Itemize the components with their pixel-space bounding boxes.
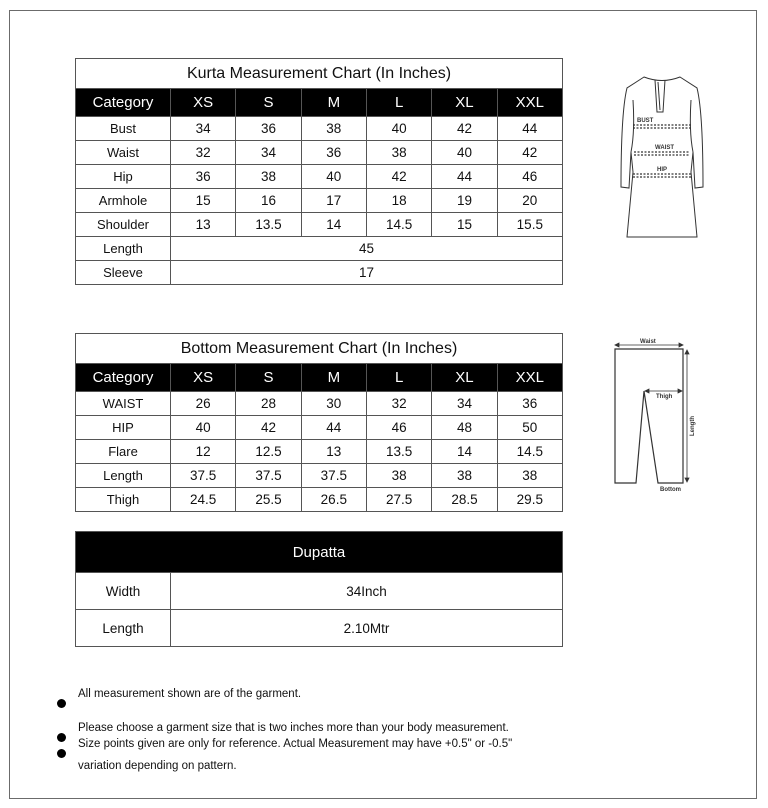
cell: 37.5	[236, 464, 301, 488]
svg-text:HIP: HIP	[657, 167, 668, 173]
cell: 20	[497, 189, 562, 213]
row-label: Waist	[76, 141, 171, 165]
cell: 12	[171, 440, 236, 464]
cell: 40	[432, 141, 497, 165]
cell: 37.5	[171, 464, 236, 488]
cell: 38	[301, 117, 366, 141]
table-row	[76, 189, 563, 213]
cell: 13	[171, 213, 236, 237]
table-row	[76, 117, 563, 141]
row-label: Flare	[76, 440, 171, 464]
header-size-xxl: XXL	[497, 364, 562, 392]
row-label: Length	[76, 237, 171, 261]
kurta-table-title: Kurta Measurement Chart (In Inches)	[76, 59, 563, 89]
header-size-xs: XS	[171, 364, 236, 392]
cell: 32	[171, 141, 236, 165]
cell: 44	[497, 117, 562, 141]
cell: 46	[497, 165, 562, 189]
table-row	[76, 213, 563, 237]
header-size-xs: XS	[171, 89, 236, 117]
cell: 12.5	[236, 440, 301, 464]
cell: 42	[366, 165, 431, 189]
cell: 40	[366, 117, 431, 141]
bottom-table-title: Bottom Measurement Chart (In Inches)	[76, 334, 563, 364]
cell: 26.5	[301, 488, 366, 512]
table-row	[76, 464, 563, 488]
cell: 26	[171, 392, 236, 416]
header-size-m: M	[301, 364, 366, 392]
cell: 27.5	[366, 488, 431, 512]
table-row	[76, 610, 563, 647]
cell: 15.5	[497, 213, 562, 237]
table-row	[76, 573, 563, 610]
note-text: All measurement shown are of the garment.	[78, 688, 302, 700]
cell: 24.5	[171, 488, 236, 512]
row-label: Sleeve	[76, 261, 171, 285]
cell: 38	[432, 464, 497, 488]
cell: 25.5	[236, 488, 301, 512]
cell: 15	[432, 213, 497, 237]
row-label: Armhole	[76, 189, 171, 213]
cell: 30	[301, 392, 366, 416]
cell: 38	[236, 165, 301, 189]
pants-diagram-icon	[608, 336, 698, 496]
header-size-l: L	[366, 364, 431, 392]
cell: 40	[301, 165, 366, 189]
merged-cell: 45	[171, 237, 563, 261]
cell: 36	[301, 141, 366, 165]
cell: 42	[497, 141, 562, 165]
cell: 13.5	[236, 213, 301, 237]
kurta-diagram-icon	[617, 72, 707, 242]
cell: 2.10Mtr	[171, 610, 563, 647]
cell: 34	[236, 141, 301, 165]
cell: 32	[366, 392, 431, 416]
svg-text:Thigh: Thigh	[656, 394, 673, 400]
cell: 44	[432, 165, 497, 189]
header-category: Category	[76, 364, 171, 392]
header-size-xl: XL	[432, 89, 497, 117]
table-row	[76, 261, 563, 285]
table-row	[76, 165, 563, 189]
cell: 14.5	[497, 440, 562, 464]
cell: 50	[497, 416, 562, 440]
cell: 14	[432, 440, 497, 464]
note-text: Please choose a garment size that is two inches more than your body measurement.	[78, 722, 509, 734]
bullet-icon	[57, 699, 66, 708]
bottom-measurement-table	[75, 333, 563, 512]
row-label: WAIST	[76, 392, 171, 416]
row-label: Length	[76, 464, 171, 488]
header-size-xl: XL	[432, 364, 497, 392]
row-label: Bust	[76, 117, 171, 141]
table-row	[76, 416, 563, 440]
row-label: Shoulder	[76, 213, 171, 237]
kurta-measurement-table	[75, 58, 563, 285]
row-label: Length	[76, 610, 171, 647]
cell: 38	[497, 464, 562, 488]
header-size-xxl: XXL	[497, 89, 562, 117]
header-size-l: L	[366, 89, 431, 117]
cell: 16	[236, 189, 301, 213]
cell: 37.5	[301, 464, 366, 488]
cell: 48	[432, 416, 497, 440]
cell: 46	[366, 416, 431, 440]
cell: 34Inch	[171, 573, 563, 610]
cell: 38	[366, 464, 431, 488]
cell: 36	[171, 165, 236, 189]
svg-text:BUST: BUST	[637, 118, 654, 124]
dupatta-measurement-table	[75, 531, 563, 647]
cell: 14	[301, 213, 366, 237]
cell: 42	[236, 416, 301, 440]
cell: 18	[366, 189, 431, 213]
svg-text:Waist: Waist	[640, 339, 656, 345]
table-row	[76, 488, 563, 512]
note-item	[52, 733, 552, 777]
cell: 36	[236, 117, 301, 141]
cell: 15	[171, 189, 236, 213]
row-label: HIP	[76, 416, 171, 440]
dupatta-table-title: Dupatta	[76, 532, 563, 573]
cell: 17	[301, 189, 366, 213]
cell: 29.5	[497, 488, 562, 512]
note-text: Size points given are only for reference. Actual Measurement may have +0.5" or -0.5" variation depending on pattern.	[78, 738, 513, 772]
cell: 13.5	[366, 440, 431, 464]
header-size-s: S	[236, 89, 301, 117]
table-row	[76, 237, 563, 261]
table-row	[76, 440, 563, 464]
header-size-m: M	[301, 89, 366, 117]
cell: 38	[366, 141, 431, 165]
table-row	[76, 392, 563, 416]
cell: 44	[301, 416, 366, 440]
notes-list	[52, 683, 552, 777]
svg-text:WAIST: WAIST	[655, 145, 674, 151]
cell: 14.5	[366, 213, 431, 237]
cell: 13	[301, 440, 366, 464]
cell: 40	[171, 416, 236, 440]
row-label: Hip	[76, 165, 171, 189]
cell: 42	[432, 117, 497, 141]
bullet-icon	[57, 749, 66, 758]
cell: 34	[432, 392, 497, 416]
svg-text:Length: Length	[690, 416, 696, 436]
table-row	[76, 141, 563, 165]
note-item	[52, 683, 552, 705]
svg-text:Bottom: Bottom	[660, 487, 681, 493]
merged-cell: 17	[171, 261, 563, 285]
cell: 28	[236, 392, 301, 416]
cell: 36	[497, 392, 562, 416]
cell: 34	[171, 117, 236, 141]
header-category: Category	[76, 89, 171, 117]
cell: 19	[432, 189, 497, 213]
header-size-s: S	[236, 364, 301, 392]
row-label: Thigh	[76, 488, 171, 512]
cell: 28.5	[432, 488, 497, 512]
row-label: Width	[76, 573, 171, 610]
